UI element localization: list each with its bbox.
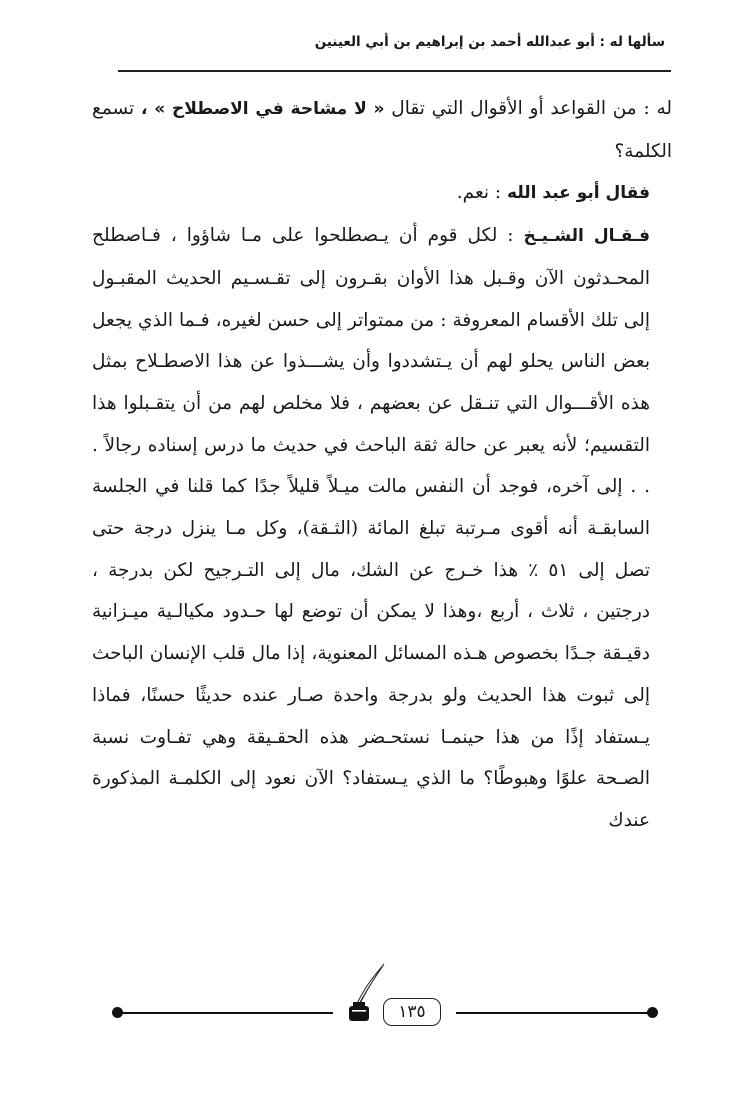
footer-dot-right [647, 1007, 658, 1018]
paragraph-3-text: : لكل قوم أن يـصطلحوا على مـا شاؤوا ، فـاصطلح المحـدثون الآن وقـبل هذا الأوان بقـرون إلى تقـسـيم الحديث المقبـول إلى تلك الأقسام المعروفة : من ممتواتر إلى حسن لغيره، فـما الذي يجعل بعض الناس يحلو لهم أن يـتشددوا وأن يشـــذوا عن هذا الاصطـلاح بمثل هذه الأقـــوال التي تنـقل عن بعضهم ، فلا مخلص لهم من أن يتقـبلوا هذا التقسيم؛ لأنه يعبر عن حالة ثقة الباحث في حديث ما درس إسناده رجالاً . . . إلى آخره، فوجد أن النفس مالت ميـلاً قليلاً جدًا كما قلنا في الجلسة السابقـة أنه أقوى مـرتبة تبلغ المائة (الثـقة)، وكل مـا ينزل درجة حتى تصل إلى ٥١ ٪ هذا خـرج عن الشك، مال إلى التـرجيح لكن بدرجة ، درجتين ، ثلاث ، أربع ،وهذا لا يمكن أن توضع لها حـدود مكيالـية ميـزانية دقيـقة جـدًا بخصوص هـذه المسائل المعنوية، إذا مال قلب الإنسان الباحث إلى ثبوت هذا الحديث ولو بدرجة واحدة صـار عنده حديثًا حسنًا، فماذا يـستفاد إذًا من هذا حينمـا نستحـضر هذه الحقـيقة وهي تفـاوت نسبة الصـحة علوًا وهبوطًا؟ ما الذي يـستفاد؟ الآن نعود إلى الكلمـة المذكورة عندك [92, 225, 650, 831]
quoted-phrase: « لا مشاحة في الاصطلاح » ، [140, 99, 385, 119]
paragraph-2-text: : نعم. [456, 182, 508, 204]
footer-dot-left [112, 1007, 123, 1018]
speaker-abu-abdullah: فقال أبو عبد الله [507, 183, 650, 204]
paragraph-1-lead: له : من القواعد أو الأقوال التي تقال [384, 98, 672, 119]
body-text [92, 88, 672, 842]
header-rule [118, 70, 671, 72]
paragraph-3 [92, 215, 672, 842]
speaker-sheikh: فـقـال الشـيـخ [523, 226, 650, 247]
paragraph-2 [92, 172, 672, 215]
paragraph-1-tail: تسمع الكلمة؟ [92, 98, 672, 162]
page-number: ١٣٥ [383, 998, 441, 1026]
paragraph-1 [92, 88, 672, 172]
footer-rule-left [118, 1012, 333, 1014]
running-header: سألها له : أبو عبدالله أحمد بن إبراهيم بن أبي العينين [314, 34, 665, 50]
inkwell-quill-icon [336, 962, 386, 1024]
footer-rule-right [456, 1012, 656, 1014]
